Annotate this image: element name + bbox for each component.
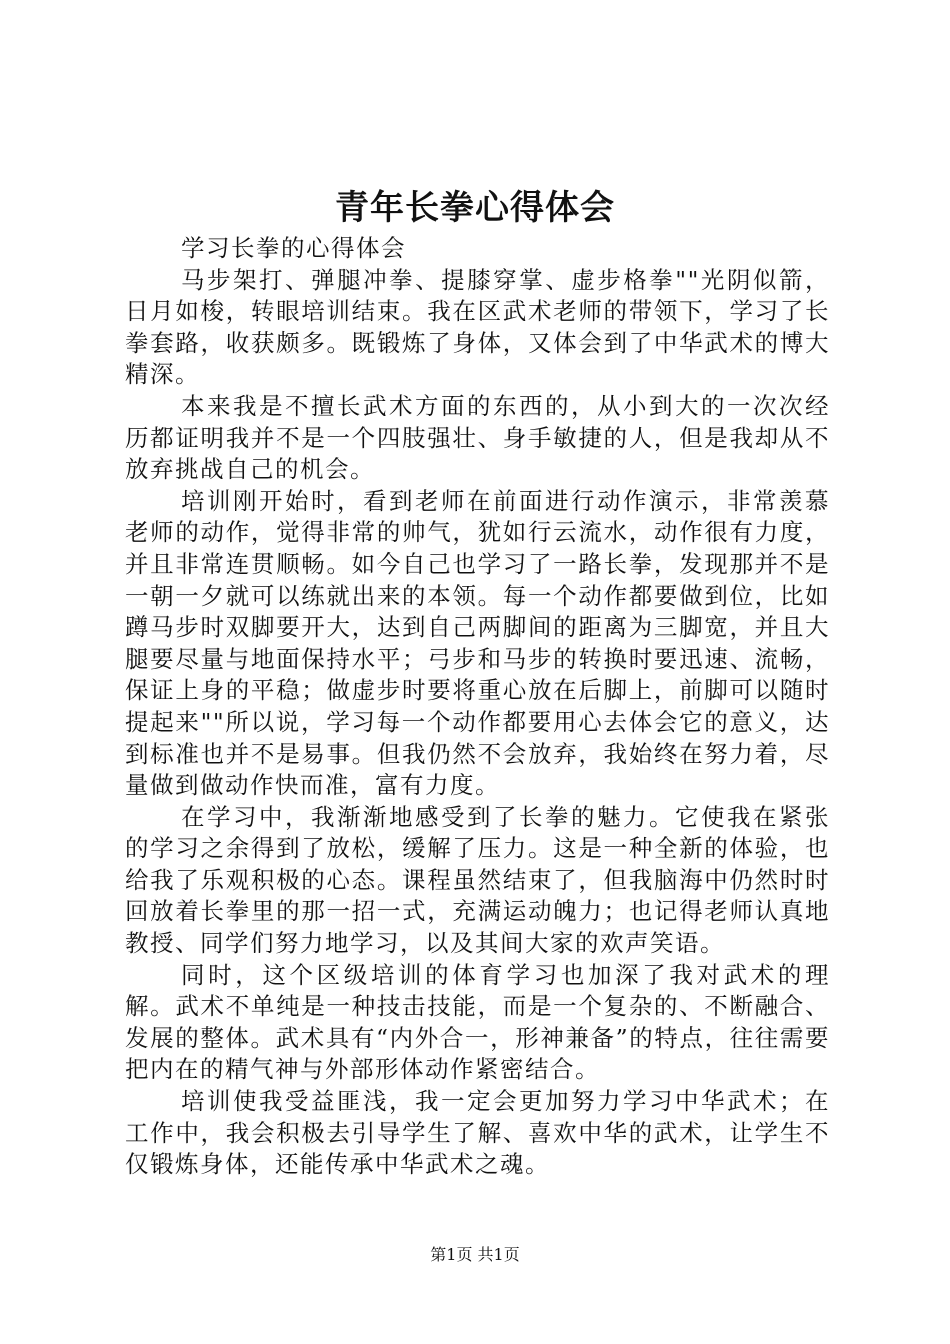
- paragraph: 同时，这个区级培训的体育学习也加深了我对武术的理解。武术不单纯是一种技击技能，而是一个复杂的、不断融合、发展的整体。武术具有“内外合一，形神兼备”的特点，往往需要把内在的精气神与外部形体动作紧密结合。: [125, 960, 830, 1084]
- page-footer: 第1页 共1页: [430, 1245, 520, 1264]
- paragraph: 培训刚开始时，看到老师在前面进行动作演示，非常羡慕老师的动作，觉得非常的帅气，犹如行云流水，动作很有力度，并且非常连贯顺畅。如今自己也学习了一路长拳，发现那并不是一朝一夕就可以练就出来的本领。每一个动作都要做到位，比如蹲马步时双脚要开大，达到自己两脚间的距离为三脚宽，并且大腿要尽量与地面保持水平；弓步和马步的转换时要迅速、流畅，保证上身的平稳；做虚步时要将重心放在后脚上，前脚可以随时提起来""所以说，学习每一个动作都要用心去体会它的意义，达到标准也并不是易事。但我仍然不会放弃，我始终在努力着，尽量做到做动作快而准，富有力度。: [125, 486, 830, 800]
- document-title: 青年长拳心得体会: [335, 188, 615, 228]
- paragraph: 在学习中，我渐渐地感受到了长拳的魅力。它使我在紧张的学习之余得到了放松，缓解了压力。这是一种全新的体验，也给我了乐观积极的心态。课程虽然结束了，但我脑海中仍然时时回放着长拳里的那一招一式，充满运动魄力；也记得老师认真地教授、同学们努力地学习，以及其间大家的欢声笑语。: [125, 802, 830, 958]
- document-body: [125, 233, 830, 1181]
- paragraph: 培训使我受益匪浅，我一定会更加努力学习中华武术；在工作中，我会积极去引导学生了解、喜欢中华的武术，让学生不仅锻炼身体，还能传承中华武术之魂。: [125, 1087, 830, 1179]
- paragraph: 本来我是不擅长武术方面的东西的，从小到大的一次次经历都证明我并不是一个四肢强壮、身手敏捷的人，但是我却从不放弃挑战自己的机会。: [125, 391, 830, 484]
- paragraph-subtitle: 学习长拳的心得体会: [181, 234, 406, 262]
- paragraph: 马步架打、弹腿冲拳、提膝穿掌、虚步格拳""光阴似箭，日月如梭，转眼培训结束。我在区武术老师的带领下，学习了长拳套路，收获颇多。既锻炼了身体，又体会到了中华武术的博大精深。: [125, 265, 830, 389]
